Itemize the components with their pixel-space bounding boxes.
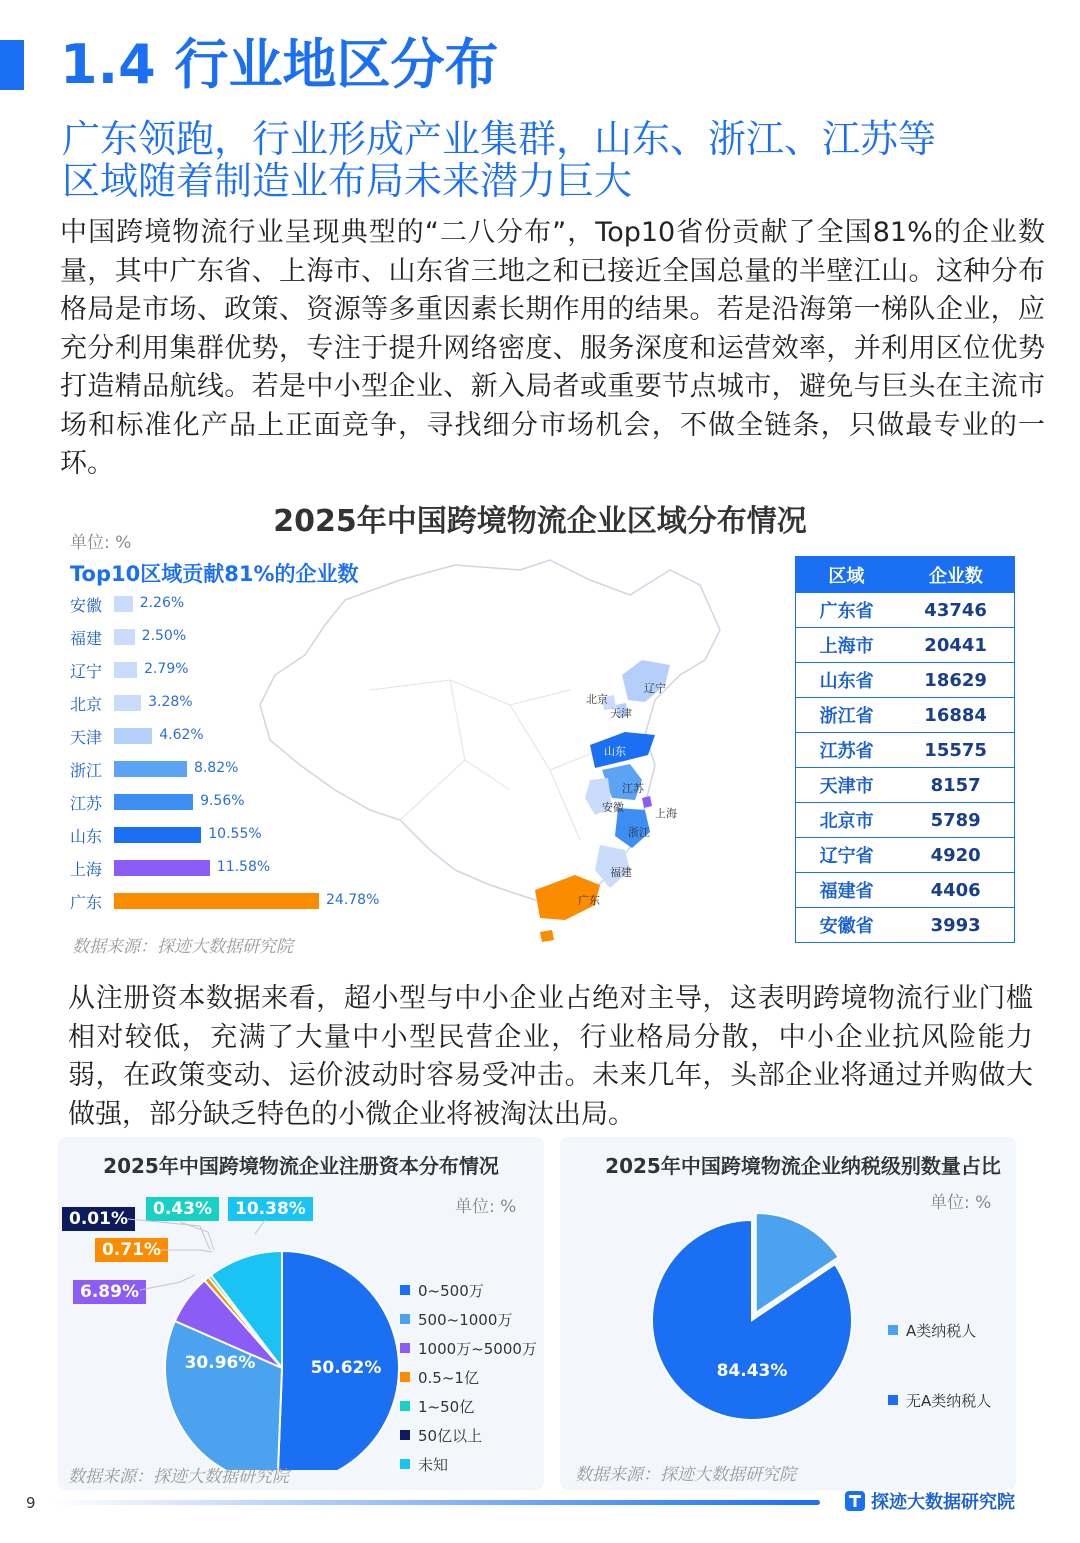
legend-label: 无A类纳税人 (906, 1391, 992, 1410)
bar-value-label: 4.62% (159, 727, 204, 743)
table-cell-count: 5789 (897, 803, 1014, 838)
table-row (796, 873, 1015, 908)
region-table (795, 556, 1015, 943)
capital-chart-title: 2025年中国跨境物流企业注册资本分布情况 (103, 1154, 499, 1178)
legend-swatch (400, 1459, 410, 1469)
bar-category-label: 福建 (70, 629, 103, 648)
table-cell-count: 15575 (897, 733, 1014, 768)
table-cell-count: 43746 (897, 593, 1014, 628)
legend-swatch (888, 1325, 898, 1335)
legend-item (888, 1388, 991, 1412)
region-table-wrap (795, 556, 1015, 943)
table-row (796, 698, 1015, 733)
legend-item (888, 1318, 991, 1342)
legend-label: 未知 (418, 1455, 449, 1474)
legend-label: 1000万~5000万 (418, 1339, 537, 1358)
region-chart-title: 2025年中国跨境物流企业区域分布情况 (273, 504, 807, 539)
table-cell-region: 天津市 (796, 768, 898, 803)
table-cell-count: 8157 (897, 768, 1014, 803)
bar-category-label: 安徽 (70, 596, 103, 615)
table-cell-region: 广东省 (796, 593, 898, 628)
subtitle-line-1: 广东领跑，行业形成产业集群，山东、浙江、江苏等 (62, 117, 937, 161)
legend-item (400, 1452, 537, 1476)
bar-value-label: 10.55% (208, 826, 262, 842)
region-chart-unit: 单位: % (70, 533, 132, 553)
table-row (796, 768, 1015, 803)
table-cell-region: 福建省 (796, 873, 898, 908)
legend-swatch (400, 1314, 410, 1324)
legend-swatch (400, 1430, 410, 1440)
table-cell-region: 江苏省 (796, 733, 898, 768)
table-row (796, 593, 1015, 628)
capital-chart-source: 数据来源：探迹大数据研究院 (68, 1467, 289, 1487)
map-label-anhui: 安徽 (602, 801, 624, 814)
intro-paragraph: 中国跨境物流行业呈现典型的“二八分布”，Top10省份贡献了全国81%的企业数量，其中广东省、上海市、山东省三地之和已接近全国总量的半壁江山。这种分布格局是市场、政策、资源等多重因素长期作用的结果。若是沿海第一梯队企业，应充分利用集群优势，专注于提升网络密度、服务深度和运营效率，并利用区位优势打造精品航线。若是中小型企业、新入局者或重要节点城市，避免与巨头在主流市场和标准化产品上正面竞争，寻找细分市场机会，不做全链条，只做最专业的一环。 (60, 217, 1045, 479)
map-label-beijing: 北京 (586, 693, 608, 706)
subtitle-line-2: 区域随着制造业布局未来潜力巨大 (62, 159, 633, 203)
bar-category-label: 广东 (70, 893, 103, 912)
table-row (796, 838, 1015, 873)
tungee-logo-icon (845, 1491, 865, 1511)
map-label-shanghai: 上海 (655, 807, 677, 820)
capital-callout-1-50b: 0.43% (146, 1197, 219, 1221)
capital-callout-50b-plus: 0.01% (62, 1207, 135, 1231)
table-cell-region: 安徽省 (796, 908, 898, 943)
legend-item (400, 1365, 537, 1389)
legend-swatch (400, 1285, 410, 1295)
page-number: 9 (26, 1494, 36, 1512)
table-cell-count: 3993 (897, 908, 1014, 943)
bar-category-label: 江苏 (70, 794, 103, 813)
bar-value-label: 2.79% (144, 661, 189, 677)
table-cell-count: 4406 (897, 873, 1014, 908)
top10-title: Top10区域贡献81%的企业数 (70, 562, 359, 586)
legend-label: 0.5~1亿 (418, 1368, 479, 1387)
table-cell-region: 山东省 (796, 663, 898, 698)
tax-chart-source: 数据来源：探迹大数据研究院 (575, 1465, 796, 1485)
pie-value-label: 50.62% (310, 1358, 382, 1378)
pie-value-label: 30.96% (184, 1353, 256, 1373)
table-cell-region: 北京市 (796, 803, 898, 838)
legend-label: A类纳税人 (906, 1321, 977, 1340)
legend-label: 50亿以上 (418, 1426, 483, 1445)
bar-category-label: 辽宁 (70, 662, 103, 681)
bar-category-label: 天津 (70, 728, 103, 747)
table-cell-count: 18629 (897, 663, 1014, 698)
map-label-liaoning: 辽宁 (644, 682, 666, 695)
bar-value-label: 3.28% (148, 694, 193, 710)
legend-swatch (888, 1395, 898, 1405)
capital-callout-1000-5000w: 6.89% (73, 1280, 146, 1304)
bar-value-label: 9.56% (200, 793, 245, 809)
bar-category-label: 浙江 (70, 761, 103, 780)
tax-chart-unit: 单位: % (930, 1193, 992, 1213)
bar-value-label: 2.50% (141, 628, 187, 644)
map-label-zhejiang: 浙江 (628, 826, 650, 839)
pie-value-label: 84.43% (716, 1361, 788, 1381)
footer-brand-name: 探迹大数据研究院 (871, 1492, 1015, 1513)
legend-label: 0~500万 (418, 1281, 484, 1300)
table-cell-count: 4920 (897, 838, 1014, 873)
legend-item (400, 1394, 537, 1418)
bar-value-label: 11.58% (216, 859, 271, 875)
table-row (796, 803, 1015, 838)
legend-item (400, 1278, 537, 1302)
table-row (796, 663, 1015, 698)
table-cell-region: 辽宁省 (796, 838, 898, 873)
legend-item (400, 1307, 537, 1331)
map-label-shandong: 山东 (604, 745, 626, 758)
bar-category-label: 北京 (70, 695, 103, 714)
bar-category-label: 上海 (70, 860, 103, 879)
map-label-tianjin: 天津 (610, 707, 632, 720)
table-cell-count: 20441 (897, 628, 1014, 663)
table-cell-region: 上海市 (796, 628, 898, 663)
legend-label: 500~1000万 (418, 1310, 513, 1329)
capital-callout-unknown: 10.38% (228, 1197, 313, 1221)
table-cell-count: 16884 (897, 698, 1014, 733)
capital-legend (400, 1278, 537, 1476)
map-label-jiangsu: 江苏 (622, 782, 644, 795)
bar-value-label: 2.26% (139, 595, 185, 611)
table-cell-region: 浙江省 (796, 698, 898, 733)
legend-item (400, 1423, 537, 1447)
table-row (796, 628, 1015, 663)
legend-swatch (400, 1372, 410, 1382)
bar-value-label: 24.78% (326, 892, 380, 908)
capital-paragraph: 从注册资本数据来看，超小型与中小企业占绝对主导，这表明跨境物流行业门槛相对较低，充满了大量中小型民营企业，行业格局分散，中小企业抗风险能力弱，在政策变动、运价波动时容易受冲击。未来几年，头部企业将通过并购做大做强，部分缺乏特色的小微企业将被淘汰出局。 (68, 983, 1033, 1130)
legend-swatch (400, 1343, 410, 1353)
tax-chart-title: 2025年中国跨境物流企业纳税级别数量占比 (605, 1154, 1001, 1178)
table-row (796, 908, 1015, 943)
legend-swatch (400, 1401, 410, 1411)
capital-chart-unit: 单位: % (455, 1197, 517, 1217)
table-header-region: 区域 (796, 557, 898, 593)
bar-value-label: 8.82% (193, 760, 239, 776)
tax-pie-chart (640, 1200, 880, 1440)
tax-legend (888, 1318, 991, 1412)
footer-divider (50, 1500, 820, 1505)
section-title: 1.4 行业地区分布 (60, 33, 499, 96)
table-header-count: 企业数 (897, 557, 1014, 593)
map-label-guangdong: 广东 (578, 894, 600, 907)
bar-category-label: 山东 (70, 827, 103, 846)
map-label-fujian: 福建 (610, 866, 632, 879)
region-chart-source: 数据来源：探迹大数据研究院 (72, 937, 293, 957)
legend-item (400, 1336, 537, 1360)
table-row (796, 733, 1015, 768)
legend-label: 1~50亿 (418, 1397, 475, 1416)
capital-callout-05-1b: 0.71% (95, 1238, 168, 1262)
footer-brand (845, 1488, 1015, 1514)
